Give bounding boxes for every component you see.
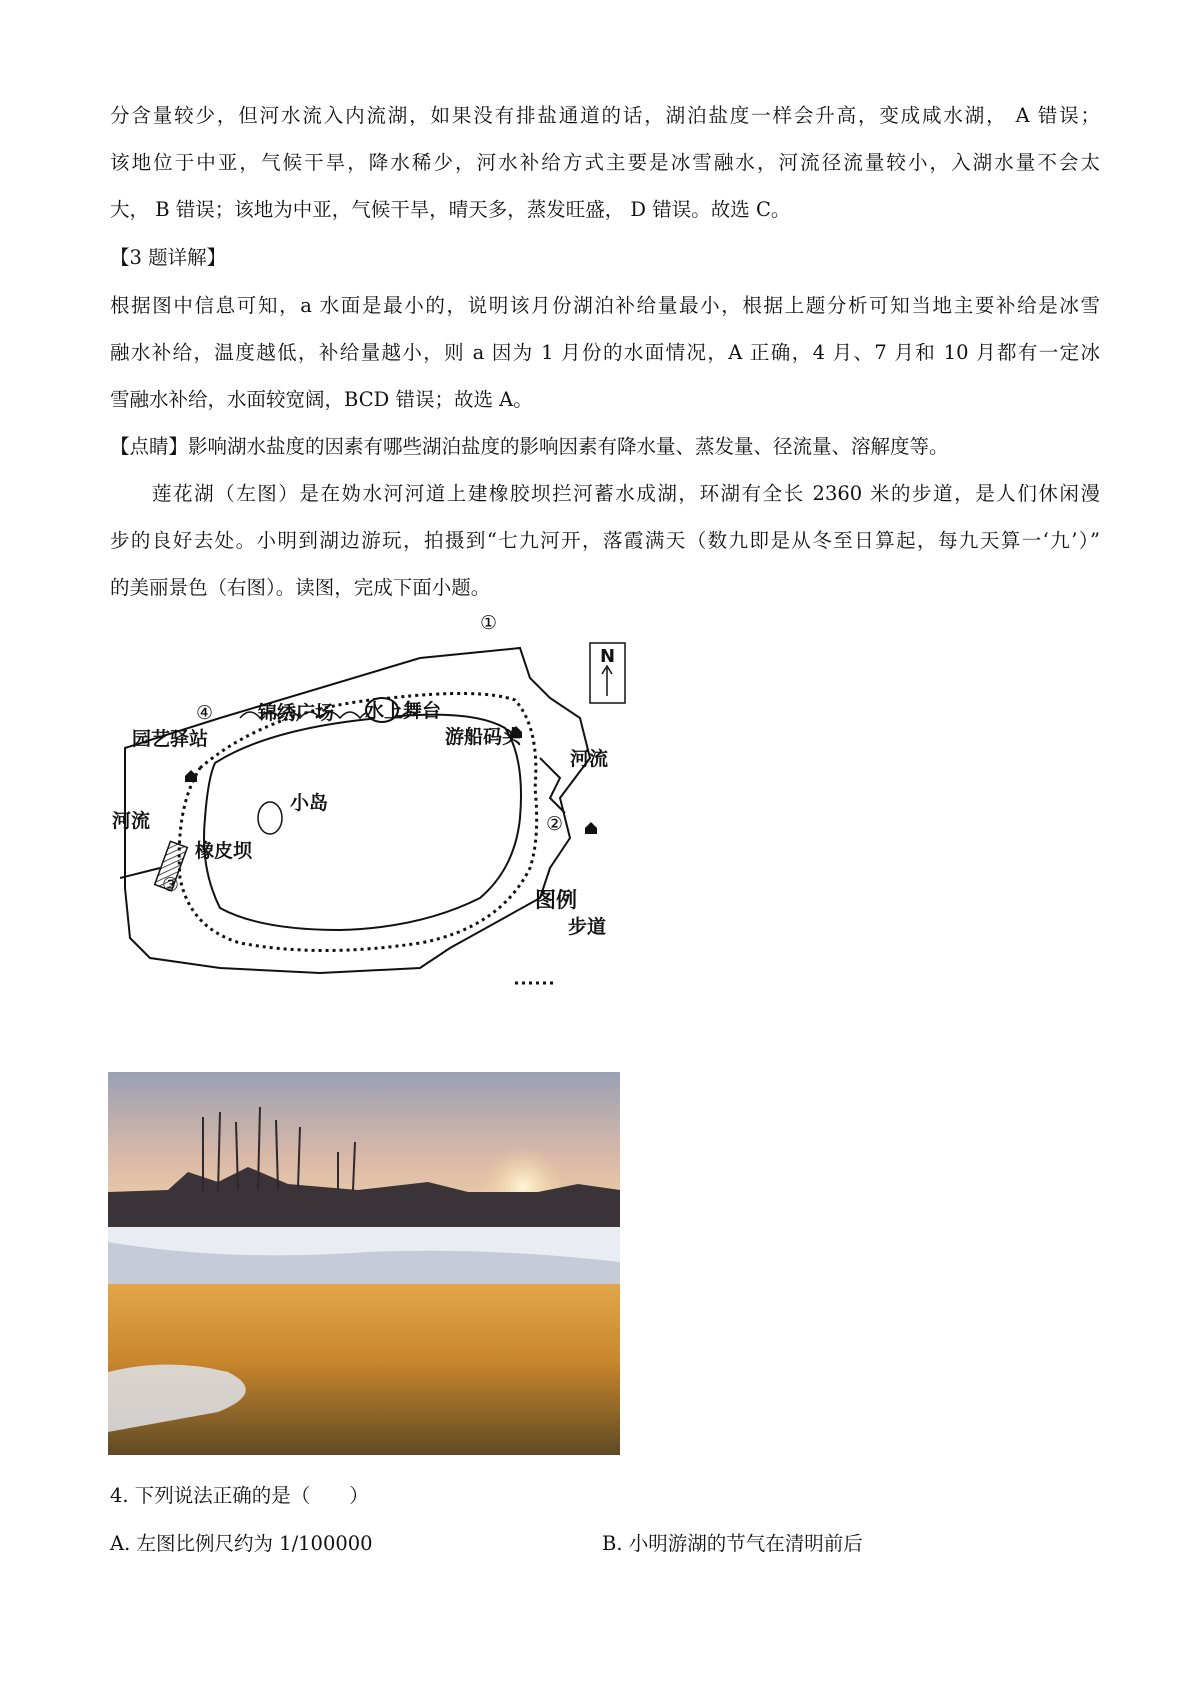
map-label-island: 小岛: [290, 792, 329, 814]
key-point-note: 【点睛】影响湖水盐度的因素有哪些湖泊盐度的影响因素有降水量、蒸发量、径流量、溶解度等。: [110, 435, 949, 458]
north-label: N: [600, 646, 616, 667]
map-label-river-right: 河流: [570, 748, 609, 770]
map-label-water-stage: 水上舞台: [365, 700, 442, 722]
text-line: 雪融水补给，水面较宽阔，BCD 错误；故选 A。: [110, 388, 533, 411]
text-line: 根据图中信息可知，a 水面是最小的，说明该月份湖泊补给量最小，根据上题分析可知当地主要补给是冰雪: [110, 294, 1100, 317]
answer-paragraph-q3: [110, 282, 1100, 423]
island-icon: [258, 802, 282, 834]
lake-map-drawing: [120, 638, 680, 1018]
marker-1: ①: [480, 612, 498, 634]
text-line: 的美丽景色（右图）。读图，完成下面小题。: [110, 576, 491, 599]
text-line: 该地位于中亚，气候干旱，降水稀少，河水补给方式主要是冰雪融水，河流径流量较小，入湖水量不会太: [110, 151, 1100, 174]
legend-title: 图例: [535, 888, 577, 912]
q3-heading: 【3 题详解】: [110, 246, 227, 269]
marker-4: ④: [196, 702, 214, 724]
map-label-boat-dock: 游船码头: [445, 726, 522, 748]
marker-2: ②: [546, 813, 564, 835]
option-a[interactable]: A. 左图比例尺约为 1/100000: [110, 1532, 373, 1555]
lake-map: [112, 612, 680, 1018]
map-label-garden-station: 园艺驿站: [132, 728, 209, 750]
text-line: 分含量较少，但河水流入内流湖，如果没有排盐通道的话，湖泊盐度一样会升高，变成咸水湖， A 错误；: [110, 104, 1100, 127]
house-icon: [185, 770, 197, 782]
marker-3: ③: [162, 874, 180, 896]
house-icon: [585, 822, 597, 834]
question-4-stem: 4. 下列说法正确的是（ ）: [110, 1484, 369, 1507]
legend-trail-label: 步道: [568, 916, 607, 938]
text-line: 步的良好去处。小明到湖边游玩，拍摄到“七九河开，落霞满天（数九即是从冬至日算起，每九天算一‘九’）”: [110, 529, 1100, 552]
question-intro-paragraph: [110, 470, 1100, 611]
text-line: 莲花湖（左图）是在妫水河河道上建橡胶坝拦河蓄水成湖，环湖有全长 2360 米的步道，是人们休闲漫: [152, 482, 1100, 505]
map-label-jinxiu-square: 锦绣广场: [258, 702, 335, 724]
option-b[interactable]: B. 小明游湖的节气在清明前后: [602, 1532, 863, 1555]
sunset-lake-photo: [108, 1072, 620, 1455]
answer-paragraph-q2: [110, 92, 1100, 233]
text-line: 大， B 错误；该地为中亚，气候干旱，晴天多，蒸发旺盛， D 错误。故选 C。: [110, 198, 791, 221]
map-label-river-left: 河流: [112, 810, 151, 832]
map-label-rubber-dam: 橡皮坝: [195, 840, 253, 862]
sunset-lake-photo-drawing: [108, 1072, 620, 1455]
text-line: 融水补给，温度越低，补给量越小，则 a 因为 1 月份的水面情况，A 正确，4 月、7 月和 10 月都有一定冰: [110, 341, 1100, 364]
